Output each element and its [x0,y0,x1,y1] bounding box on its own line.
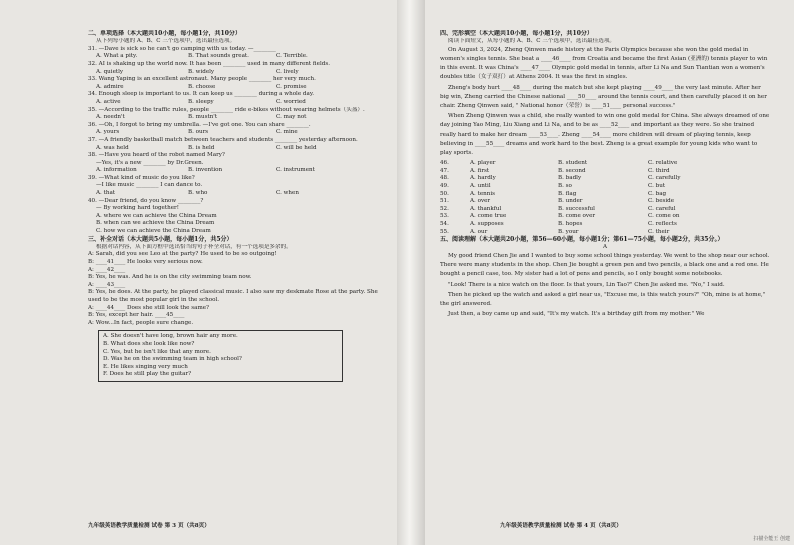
question-number: 55. [440,228,449,235]
dialogue-line: B: Yes, except her hair. ____45____ [88,312,185,319]
dialogue-line: A: Wow...In fact, people sure change. [88,319,194,326]
scanner-watermark: 扫描全能王 创建 [753,536,790,542]
options-box [98,330,343,382]
question-number: 54. [440,220,449,227]
box-option: F. Does he still play the guitar? [103,371,192,378]
dialogue-line: A: Sarah, did you see Leo at the party? He used to be so outgoing! [88,251,277,258]
q39-stem: 39. —What kind of music do you like? [88,174,195,181]
option: B. widely [188,68,215,75]
option: C. how we can achieve the China Dream [96,228,211,235]
cloze-passage [440,46,770,158]
section-5-title: 五、阅读理解（本大题共20小题，第56—60小题，每小题1分；第61—75小题，每小题2分，共35分。） [440,236,724,244]
q37-options [88,145,388,153]
option: B. so [558,183,572,190]
option: B. That sounds great. [188,53,249,60]
section-2-title: 二、单项选择（本大题共10小题，每小题1分，共10分） [88,30,241,37]
option: B. second [558,167,586,174]
cloze-option-row [440,213,770,221]
option: C. third [648,167,670,174]
option: A. player [470,160,496,167]
option: C. their [648,228,670,235]
box-option: E. He likes singing very much [103,363,188,370]
option: A. quietly [96,68,124,75]
reading-paragraph: Then he picked up the watch and asked a girl near us, "Excuse me, is this watch yours?" "Oh, mine is at home," the girl answered. [440,291,766,307]
option: B. flag [558,190,577,197]
cloze-options [440,160,770,236]
cloze-paragraph: Zheng's body hurt ____48____ during the match but she kept playing ____49____ the very last minute. After her big win, Zheng carried the Chinese national ____50____ around the tennis court, and then carefully placed it on her chair. Zheng Qinwen said, " National honor（荣誉）is ____51____ personal success." [440,84,767,110]
q32-stem: 32. AI is shaking up the world now. It has been ________ used in many different fields. [88,60,330,67]
q37-stem: 37. —A friendly basketball match between teachers and students ________ yesterday afternoon. [88,136,358,143]
question-number: 51. [440,198,449,205]
question-number: 50. [440,190,449,197]
reading-paragraph: My good friend Chen Jie and I wanted to buy some school things yesterday. We went to the shop near our school. There were many students in the shop. Chen Jie bought a green pen and two pencils, a black one and a red one. He bought a pencil case, too. My sister had a lot of pens and pencils, so I only bought some notebooks. [440,252,770,278]
section-3-title: 三、补全对话（本大题共5小题，每小题1分，共5分） [88,235,233,243]
option: A. hardly [470,175,496,182]
option: A. until [470,183,491,190]
question-number: 52. [440,205,449,212]
option: C. worried [276,98,306,105]
dialogue-line: A: ____44____ Does she still look the same? [88,304,210,311]
option: B. mustn't [188,114,218,121]
dialogue [88,251,388,327]
option: C. carefully [648,175,681,182]
cloze-option-row [440,168,770,176]
cloze-option-row [440,206,770,214]
option: B. sleepy [188,98,214,105]
cloze-option-row [440,221,770,229]
option: C. come on [648,213,680,220]
q38-stem: 38. —Have you heard of the robot named Mary? [88,152,225,159]
option: B. your [558,228,579,235]
option: B. invention [188,167,223,174]
q35-options [88,114,388,122]
q36-stem: 36. —Oh, I forgot to bring my umbrella. —I've got one. You can share ________. [88,121,311,128]
page-4 [440,30,770,535]
dialogue-line: B: Yes, he was. And he is on the city swimming team now. [88,274,252,281]
option: B. is held [188,144,215,151]
option: B. student [558,160,588,167]
option: C. bag [648,190,667,197]
option: B. who [188,190,208,197]
q32-options [88,69,388,77]
option: C. Terrible. [276,53,308,60]
cloze-option-row [440,198,770,206]
option: A. was held [96,144,129,151]
q31-options [88,53,388,61]
cloze-paragraph: When Zheng Qinwen was a child, she really wanted to win one gold medal for China. She always dreamed of one day joining Yao Ming, Liu Xiang and Li Na, and to be as ____52____ and important as they were. So she trained really hard to make her dream ____53____. Zheng ____54____ more children will dream of playing tennis, keep believing in ____55____ dreams and work hard to the best. Zheng is a great example for young kids who want to play sports. [440,113,770,157]
reading-paragraph: "Look! There is a nice watch on the floor. Is that yours, Lin Tao?" Chen Jie asked me. "No," I said. [448,281,725,288]
option: A. information [96,167,137,174]
option: B. come over [558,213,596,220]
q33-stem: 33. Wang Yaping is an excellent astronaut. Many people ________ her very much. [88,76,316,83]
option: C. when [276,190,299,197]
option: C. careful [648,205,676,212]
page-fold [397,0,425,545]
q39-stem-reply: —I like music ________ I can dance to. [96,182,203,189]
box-option: C. Yes, but he isn't like that any more. [103,348,211,355]
q31-stem: 31. —Dave is sick so he can't go camping with us today. —________ [88,45,276,52]
option: C. instrument [276,167,315,174]
option: C. but [648,183,666,190]
passage-label: A [602,244,608,251]
option: A. supposes [470,220,504,227]
q36-options [88,129,388,137]
section-4-instruction: 阅读下面短文，从每小题的 A、B、C 三个选项中，选出最佳选项。 [448,38,616,45]
q38-options [88,167,388,175]
section-3-instruction: 根据对话内容，从下面方框中选出恰当的句子补全对话，有一个选项是多余的。 [96,243,292,250]
q39-options [88,190,388,198]
option: A. over [470,198,491,205]
option: C. mine [276,129,298,136]
option: A. first [470,167,490,174]
option: C. lively [276,68,299,75]
option: B. choose [188,83,216,90]
q40-stem-reply: — By working hard together! [96,205,179,212]
option: A. needn't [96,114,125,121]
dialogue-line: A: ____43____ [88,281,126,288]
question-number: 48. [440,175,449,182]
option: B. ours [188,129,209,136]
option: A. tennis [470,190,496,197]
option: B. under [558,198,583,205]
q40-stem: 40. —Dear friend, do you know ________? [88,197,204,204]
option: A. yours [96,129,120,136]
option: B. when can we achieve the China Dream [96,220,215,227]
option: A. active [96,98,121,105]
option: C. promise [276,83,307,90]
section-4-title: 四、完形填空（本大题共10小题，每小题1分，共10分） [440,30,593,37]
q35-stem: 35. —According to the traffic rules, people ________ ride e-bikes without wearing helmets（头盔）. [88,106,365,113]
section-2-instruction: 从下列每小题的 A、B、C 三个选项中，选出最佳选项。 [96,38,236,45]
box-option: D. Was he on the swimming team in high school? [103,356,242,363]
q34-stem: 34. Enough sleep is important to us. It can keep us ________ during a whole day. [88,91,315,98]
box-option: A. She doesn't have long, brown hair any more. [103,333,238,340]
option: B. badly [558,175,582,182]
q38-stem-reply: —Yes, it's a new ________ by Dr.Green. [96,159,204,166]
option: B. hopes [558,220,583,227]
reading-passage [440,252,770,319]
q34-options [88,99,388,107]
option: A. our [470,228,488,235]
option: A. admire [96,83,124,90]
dialogue-line: B: ____41____ He looks very serious now. [88,259,203,266]
question-number: 49. [440,183,449,190]
page-footer: 九年级英语教学质量检测 试卷 第 4 页（共8页） [500,523,622,529]
question-number: 53. [440,213,449,220]
dialogue-line: B: Yes, he does. At the party, he played classical music. I also saw my deskmate Rose at the party. She used to be the most popular girl in the school. [88,289,378,303]
cloze-paragraph: On August 3, 2024, Zheng Qinwen made history at the Paris Olympics because she won the gold medal in women's singles tennis. She beat a ____46____ from Croatia and became the first Asian (亚洲的) tennis player to win in this event. It was China's ____47____ Olympic gold medal in tennis, after Li Na and Sun Tiantian won a women's doubles title（女子双打）at Athens 2004. It was the first in singles. [440,46,768,81]
option: A. where we can achieve the China Dream [96,212,217,219]
reading-paragraph: Just then, a boy came up and said, "It's my watch. It's a birthday gift from my mother." We [448,311,705,318]
option: A. What a pity. [96,53,138,60]
option: A. come true [470,213,507,220]
cloze-option-row [440,175,770,183]
cloze-option-row [440,183,770,191]
question-number: 46. [440,160,449,167]
option: C. reflects [648,220,677,227]
option: C. relative [648,160,678,167]
q33-options [88,84,388,92]
option: A. that [96,190,116,197]
cloze-option-row [440,160,770,168]
option: A. thankful [470,205,502,212]
question-number: 47. [440,167,449,174]
option: C. may not [276,114,307,121]
dialogue-line: A: ____42____ [88,266,126,273]
cloze-option-row [440,191,770,199]
page-3 [88,30,388,535]
box-option: B. What does she look like now? [103,340,195,347]
option: B. successful [558,205,595,212]
option: C. will be held [276,144,317,151]
page-footer: 九年级英语教学质量检测 试卷 第 3 页（共8页） [88,523,210,529]
option: C. beside [648,198,675,205]
